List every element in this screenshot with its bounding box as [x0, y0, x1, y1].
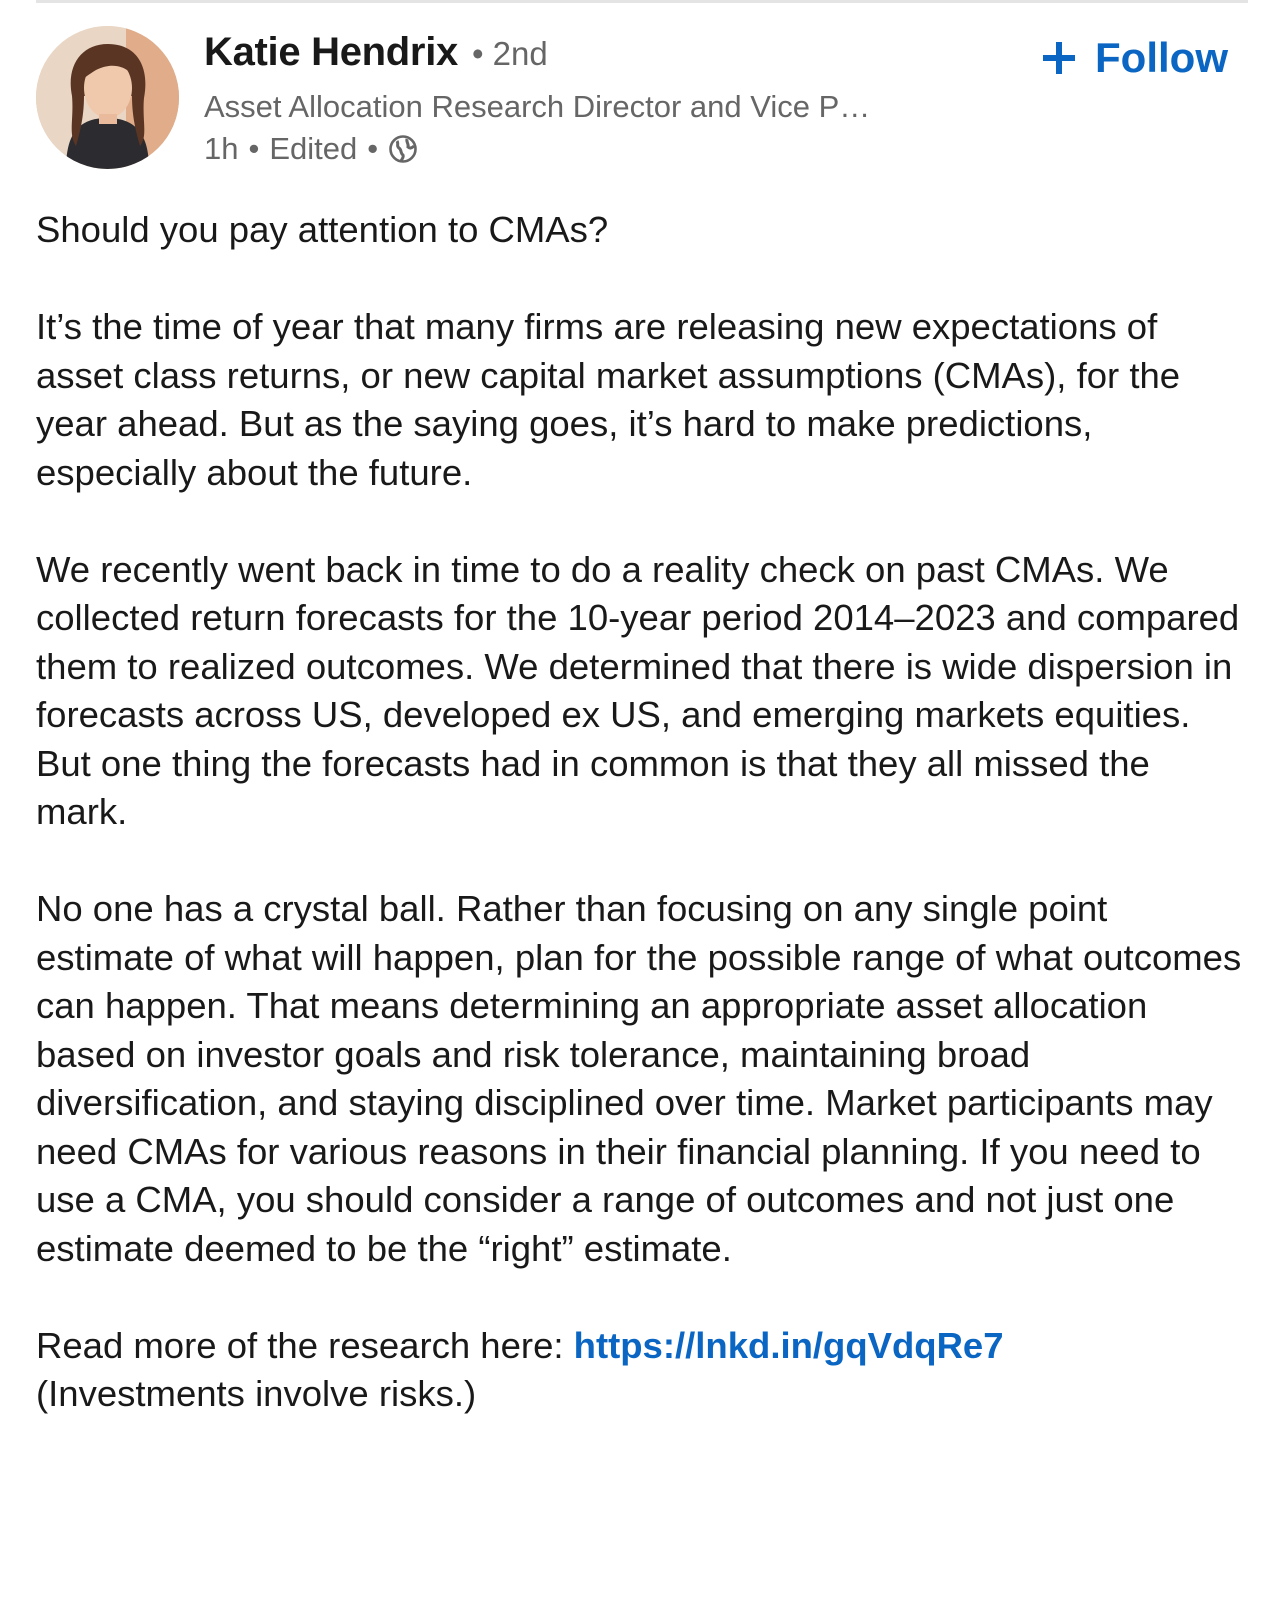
post-question: Should you pay attention to CMAs? [36, 209, 609, 250]
connection-degree: • 2nd [471, 35, 548, 72]
post-meta [204, 128, 1024, 170]
post-header [36, 26, 1248, 171]
post-body [36, 206, 1251, 1419]
author-headline: Asset Allocation Research Director and Vice P… [204, 89, 871, 124]
research-link[interactable]: https://lnkd.in/gqVdqRe7 [573, 1324, 1004, 1366]
meta-separator: • [367, 131, 379, 166]
read-more-prefix: Read more of the research here: [36, 1324, 574, 1366]
disclaimer: (Investments involve risks.) [36, 1373, 477, 1414]
name-line [204, 30, 1024, 82]
top-divider [36, 0, 1248, 3]
post-paragraph-1: It’s the time of year that many firms are releasing new expectations of asset class returns, or new capital market assumptions (CMAs), for the year ahead. But as the saying goes, it’s hard to make predictions, especially about the future. [36, 306, 1181, 493]
post-paragraph-3: No one has a crystal ball. Rather than focusing on any single point estimate of what will happen, plan for the possible range of what outcomes can happen. That means determining an appropriate asset allocation based on investor goals and risk tolerance, maintaining broad diversification, and staying disciplined over time. Market participants may need CMAs for various reasons in their financial planning. If you need to use a CMA, you should consider a range of outcomes and not just one estimate deemed to be the “right” estimate. [36, 888, 1242, 1269]
read-more-paragraph [36, 1322, 1251, 1419]
plus-icon [1041, 40, 1077, 76]
author-info [204, 30, 1024, 170]
author-name[interactable]: Katie Hendrix [204, 30, 458, 74]
edited-label: Edited [269, 131, 358, 166]
follow-button[interactable] [1041, 34, 1228, 82]
avatar[interactable] [36, 26, 179, 169]
meta-separator: • [248, 131, 260, 166]
globe-icon [388, 134, 418, 164]
avatar-portrait-icon [36, 26, 179, 169]
post-time: 1h [204, 131, 239, 166]
follow-label: Follow [1095, 34, 1228, 81]
post-paragraph-2: We recently went back in time to do a reality check on past CMAs. We collected return forecasts for the 10-year period 2014–2023 and compared them to realized outcomes. We determined that there is wide dispersion in forecasts across US, developed ex US, and emerging markets equities. But one thing the forecasts had in common is that they all missed the mark. [36, 548, 1240, 832]
